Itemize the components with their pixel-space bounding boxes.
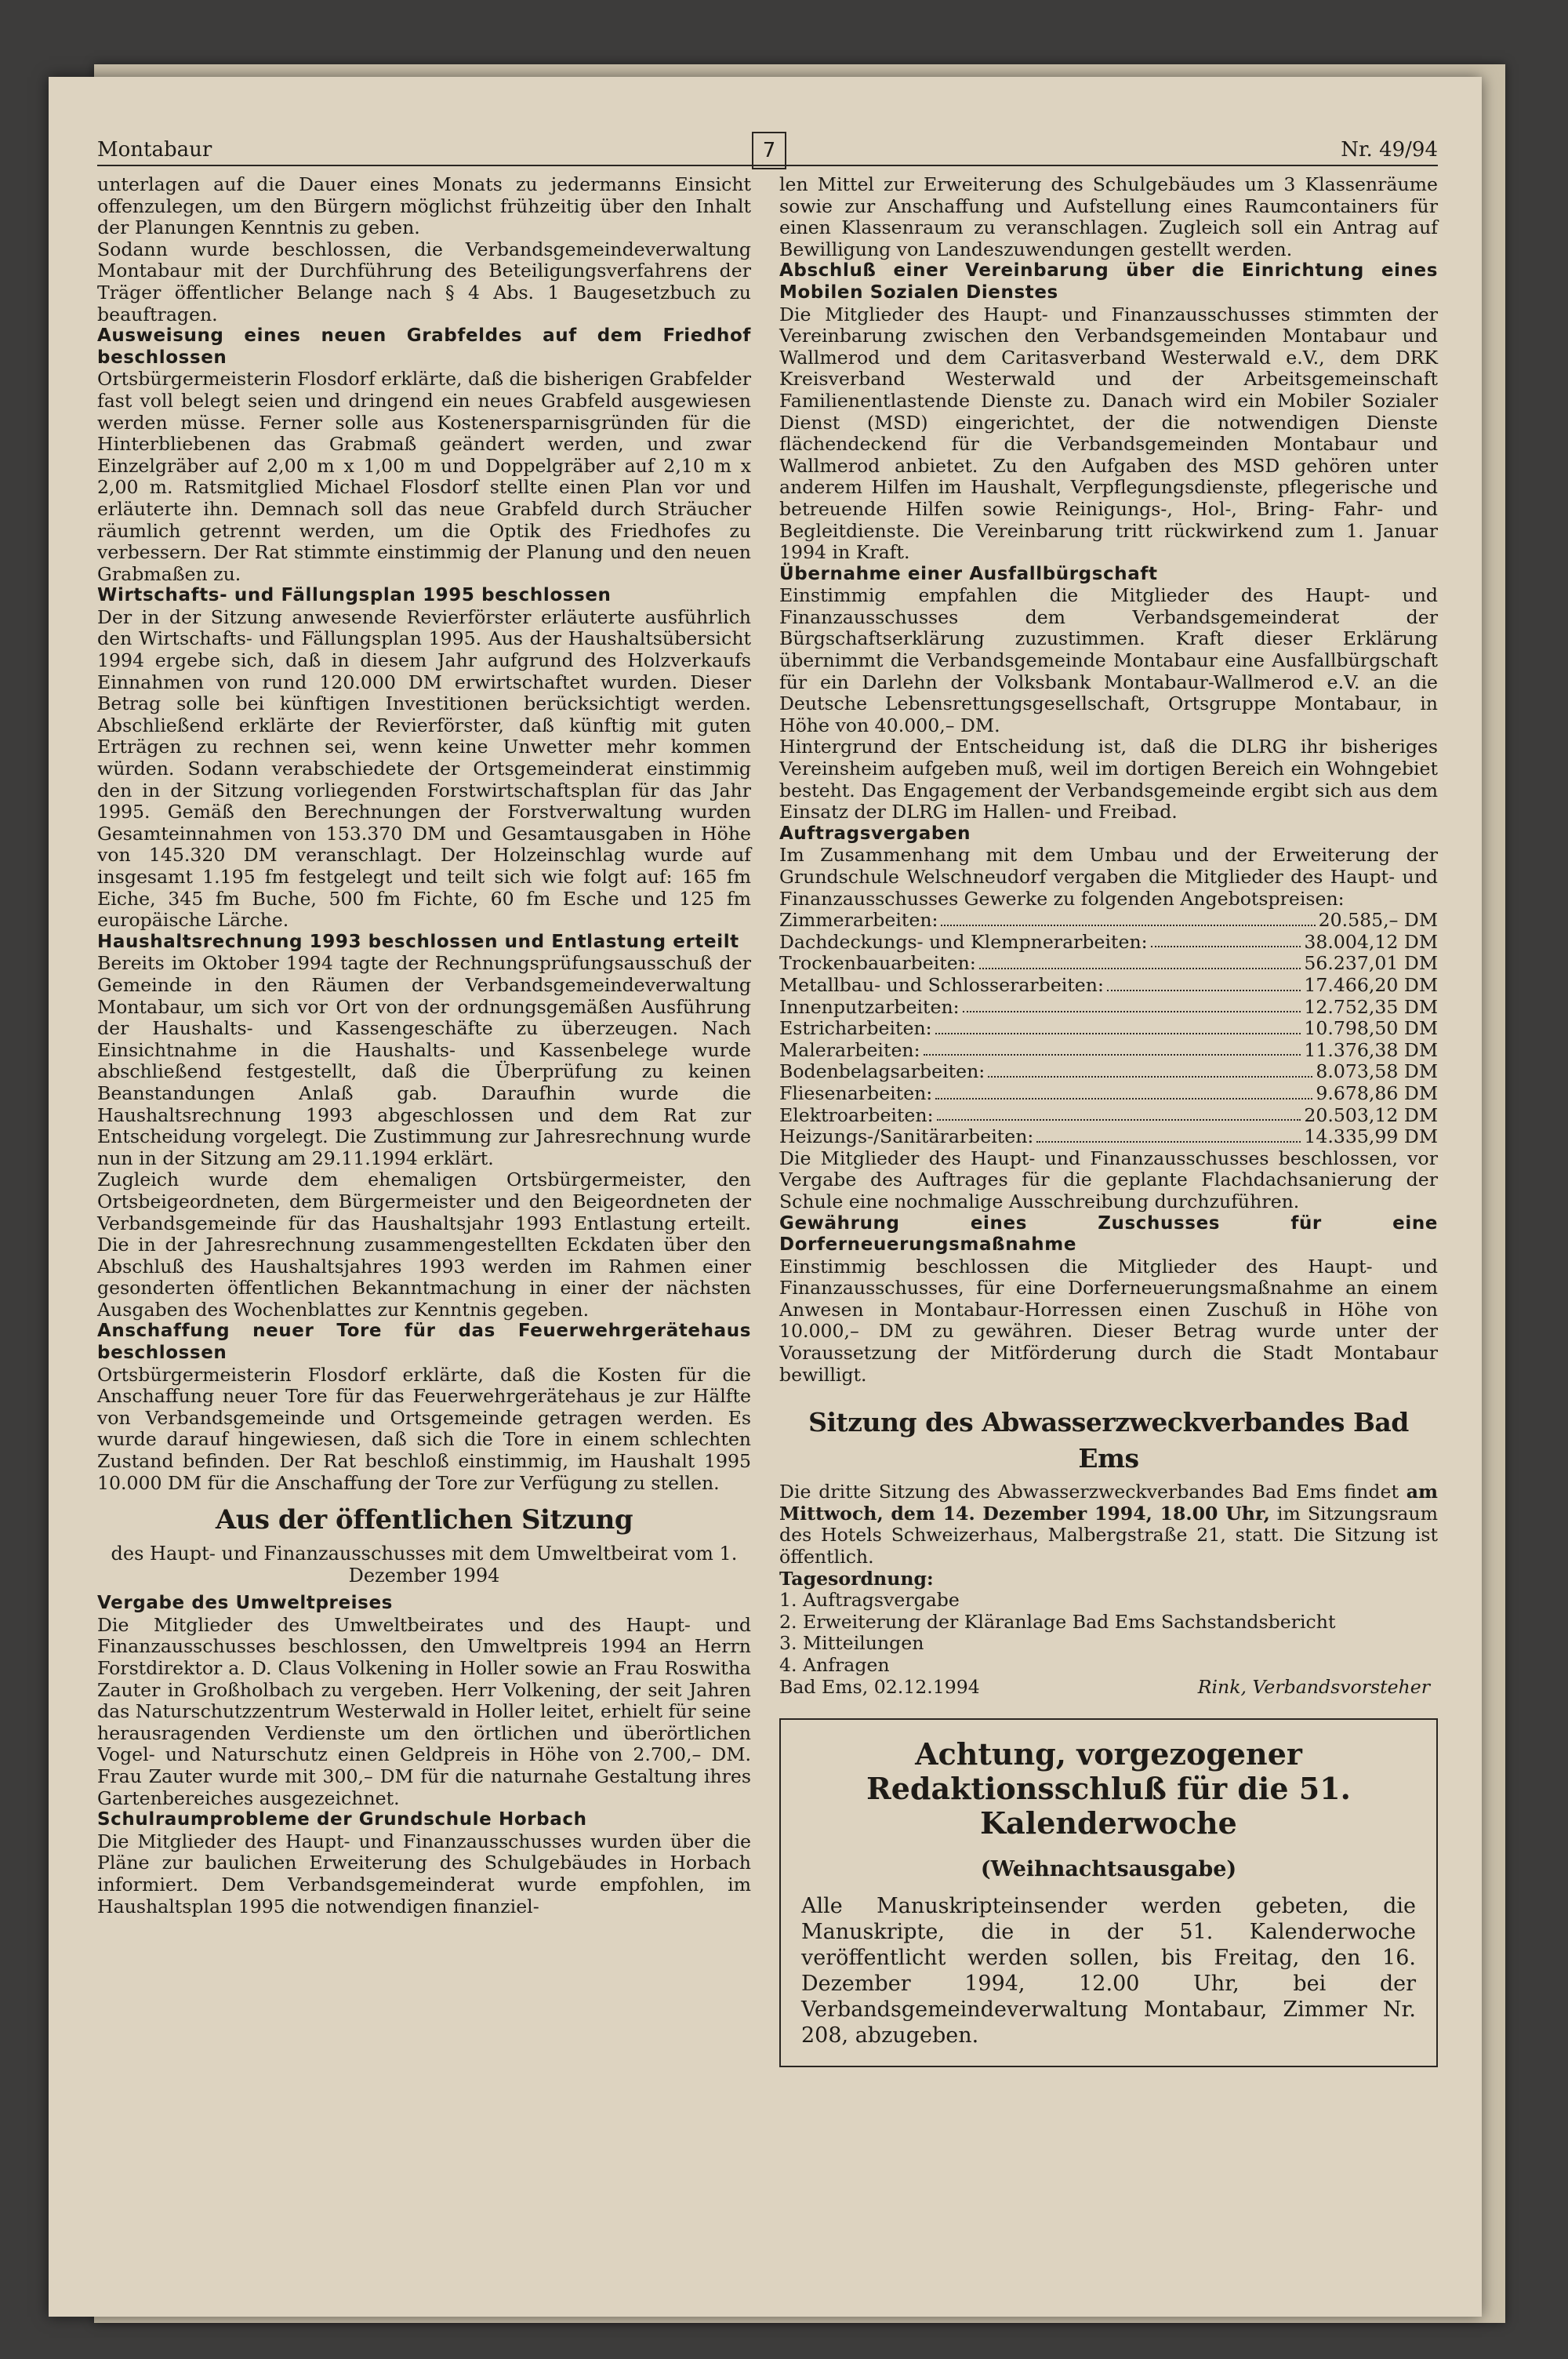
contract-row (779, 1105, 1438, 1127)
heading-tore: Anschaffung neuer Tore für das Feuerwehrgerätehaus beschlossen (97, 1321, 751, 1364)
contract-label: Estricharbeiten: (779, 1017, 932, 1040)
contract-label: Elektroarbeiten: (779, 1103, 934, 1126)
contract-value: 9.678,86 DM (1316, 1081, 1438, 1104)
agenda-item: 2. Erweiterung der Kläranlage Bad Ems Sachstandsbericht (779, 1610, 1336, 1633)
header-page-number: 7 (752, 132, 786, 169)
signature-name: Rink, Verbandsvorsteher (1197, 1675, 1430, 1698)
contract-label: Bodenbelagsarbeiten: (779, 1060, 985, 1083)
paragraph-abwasser-date: am Mittwoch, dem 14. Dezember 1994, 18.00 Uhr, (779, 1481, 1438, 1525)
heading-wirtschaftsplan: Wirtschafts- und Fällungsplan 1995 beschlossen (97, 585, 612, 606)
paragraph-buergschaft: Einstimmig empfahlen die Mitglieder des Haupt- und Finanzausschusses dem Verbandsgemeinderat der Bürgschaftserklärung zuzustimmen. Kraft dieser Erklärung übernimmt die Verbandsgemeinde Montabaur eine Ausfallbürgschaft für ein Darlehn der Volksbank Montabaur-Wallmerod e.V. an die Deutsche Lebensrettungsgesellschaft, Ortsgruppe Montabaur, in Höhe von 40.000,– DM. (779, 584, 1438, 736)
contract-label: Metallbau- und Schlosserarbeiten: (779, 973, 1104, 996)
heading-buergschaft: Übernahme einer Ausfallbürgschaft (779, 563, 1158, 584)
paragraph-auftragsvergaben: Im Zusammenhang mit dem Umbau und der Erweiterung der Grundschule Welschneudorf vergaben die Mitglieder des Haupt- und Finanzausschusses Gewerke zu folgenden Angebotspreisen: (779, 844, 1438, 910)
paragraph-wirtschaftsplan: Der in der Sitzung anwesende Revierförster erläuterte ausführlich den Wirtschafts- und Fällungsplan 1995. Aus der Haushaltsübersicht 1994 ergebe sich, daß in diesem Jahr aufgrund des Holzverkaufs Einnahmen von rund 120.000 DM erwirtschaftet wurden. Dieser Betrag solle bei künftigen Investitionen berücksichtigt werden. Abschließend erklärte der Revierförster, daß künftig mit guten Erträgen zu rechnen sei, wenn keine Unwetter mehr kommen würden. Sodann verabschiedete der Ortsgemeinderat einstimmig den in der Sitzung vorliegenden Forstwirtschaftsplan für das Jahr 1995. Gemäß den Berechnungen der Forstverwaltung wurden Gesamteinnahmen von 153.370 DM und Gesamtausgaben in Höhe von 145.320 DM veranschlagt. Der Holzeinschlag wurde auf insgesamt 1.195 fm festgelegt und teilt sich wie folgt auf: 165 fm Eiche, 345 fm Buche, 500 fm Fichte, 60 fm Esche und 125 fm europäische Lärche. (97, 605, 751, 932)
paragraph-msd: Die Mitglieder des Haupt- und Finanzausschusses stimmten der Vereinbarung zwischen den Verbandsgemeinden Montabaur und Wallmerod und dem Caritasverband Westerwald e.V., dem DRK Kreisverband Westerwald und der Arbeitsgemeinschaft Familienentlastende Dienste zu. Danach wird ein Mobiler Sozialer Dienst (MSD) eingerichtet, der die notwendigen Dienste flächendeckend für die Verbandsgemeinden Montabaur und Wallmerod anbietet. Zu den Aufgaben des MSD gehören unter anderem Hilfen im Haushalt, Verpflegungsdienste, pflegerische und betreuende Hilfen sowie Reinigungs-, Hol-, Bring- Fahr- und Begleitdienste. Die Vereinbarung tritt rückwirkend zum 1. Januar 1994 in Kraft. (779, 303, 1438, 564)
dot-leader (935, 1033, 1301, 1034)
contract-label: Heizungs-/Sanitärarbeiten: (779, 1125, 1034, 1148)
contract-row (779, 997, 1438, 1019)
header-rule (97, 165, 1438, 166)
signature-row (779, 1677, 1438, 1699)
contract-value: 12.752,35 DM (1304, 995, 1438, 1018)
contract-row (779, 932, 1438, 954)
contract-label: Trockenbauarbeiten: (779, 952, 976, 975)
paragraph-tore: Ortsbürgermeisterin Flosdorf erklärte, daß die Kosten für die Anschaffung neuer Tore für das Feuerwehrgerätehaus je zur Hälfte von Verbandsgemeinde und Ortsgemeinde getragen werden. Es wurde darauf hingewiesen, daß sich die Tore in einem schlechten Zustand befinden. Der Rat beschloß einstimmig, im Haushalt 1995 10.000 DM für die Anschaffung der Tore zur Verfügung zu stellen. (97, 1363, 751, 1494)
dot-leader (941, 925, 1315, 926)
contract-label: Dachdeckungs- und Klempnerarbeiten: (779, 930, 1148, 953)
intro-paragraph: unterlagen auf die Dauer eines Monats zu jedermanns Einsicht offenzulegen, um den Bürgern möglichst frühzeitig über den Inhalt der Planungen Kenntnis zu geben. (97, 173, 751, 239)
header-town: Montabaur (97, 138, 212, 162)
contract-value: 8.073,58 DM (1316, 1060, 1438, 1083)
contract-label: Malerarbeiten: (779, 1038, 920, 1061)
paragraph-continuation: len Mittel zur Erweiterung des Schulgebäudes um 3 Klassenräume sowie zur Anschaffung und Aufstellung eines Raumcontainers für einen Klassenraum zu veranschlagen. Zugleich soll ein Antrag auf Bewilligung von Landeszuwendungen gestellt werden. (779, 173, 1438, 260)
notice-box-subtitle: (Weihnachtsausgabe) (980, 1857, 1237, 1882)
agenda-item: 3. Mitteilungen (779, 1632, 924, 1655)
left-column (97, 174, 751, 1917)
paragraph-umweltpreis: Die Mitglieder des Umweltbeirates und des Haupt- und Finanzausschusses beschlossen, den Umweltpreis 1994 an Herrn Forstdirektor a. D. Claus Volkening in Holler sowie an Frau Roswitha Zauter in Großholbach zu vergeben. Herr Volkening, der seit Jahren das Naturschutzzentrum Westerwald in Holler leitet, erhielt für seine herausragenden Verdienste um den örtlichen und überörtlichen Vogel- und Naturschutz einen Geldpreis in Höhe von 2.700,– DM. Frau Zauter wurde mit 300,– DM für die naturnahe Gestaltung ihres Gartenbereiches ausgezeichnet. (97, 1613, 751, 1809)
contract-label: Fliesenarbeiten: (779, 1081, 933, 1104)
heading-haushaltsrechnung: Haushaltsrechnung 1993 beschlossen und Entlastung erteilt (97, 931, 739, 952)
heading-msd: Abschluß einer Vereinbarung über die Einrichtung eines Mobilen Sozialen Dienstes (779, 260, 1438, 303)
contract-label: Innenputzarbeiten: (779, 995, 960, 1018)
contract-row (779, 975, 1438, 997)
notice-box-title: Achtung, vorgezogener Redaktionsschluß für die 51. Kalenderwoche (866, 1736, 1351, 1841)
paragraph-dorferneuerung: Einstimmig beschlossen die Mitglieder des Haupt- und Finanzausschusses, für eine Dorferneuerungsmaßnahme an einem Anwesen in Montabaur-Horressen einen Zuschuß in Höhe von 10.000,– DM zu gewähren. Dieser Betrag wurde unter der Voraussetzung der Mitförderung durch die Stadt Montabaur bewilligt. (779, 1255, 1438, 1386)
dot-leader (1036, 1141, 1301, 1143)
paragraph-buergschaft-2: Hintergrund der Entscheidung ist, daß die DLRG ihr bisheriges Vereinsheim aufgeben muß, weil im dortigen Bereich ein Wohngebiet besteht. Das Engagement der Verbandsgemeinde ergibt sich aus dem Einsatz der DLRG im Hallen- und Freibad. (779, 736, 1438, 823)
page-header (97, 127, 1438, 166)
contract-value: 20.503,12 DM (1304, 1103, 1438, 1126)
paragraph-auftragsvergaben-2: Die Mitglieder des Haupt- und Finanzausschusses beschlossen, vor Vergabe des Auftrages für die geplante Flachdachsanierung der Schule eine nochmalige Ausschreibung durchzuführen. (779, 1147, 1438, 1212)
heading-tagesordnung: Tagesordnung: (779, 1567, 934, 1590)
contract-value: 14.335,99 DM (1304, 1125, 1438, 1148)
paragraph-abwasser-part-a: Die dritte Sitzung des Abwasserzweckverbandes Bad Ems findet (779, 1481, 1406, 1503)
dot-leader (963, 1011, 1301, 1012)
contract-row (779, 1061, 1438, 1083)
section-title-oeffentliche-sitzung: Aus der öffentlichen Sitzung (215, 1504, 633, 1536)
heading-umweltpreis: Vergabe des Umweltpreises (97, 1593, 393, 1614)
contract-row (779, 1083, 1438, 1105)
heading-auftragsvergaben: Auftragsvergaben (779, 823, 971, 844)
signature-place-date: Bad Ems, 02.12.1994 (779, 1675, 980, 1698)
agenda-item: 4. Anfragen (779, 1654, 890, 1676)
paragraph-schulraum: Die Mitglieder des Haupt- und Finanzausschusses wurden über die Pläne zur baulichen Erweiterung des Schulgebäudes in Horbach informiert. Dem Verbandsgemeinderat wurde empfohlen, im Haushaltsplan 1995 die notwendigen finanziel- (97, 1830, 751, 1917)
contract-value: 56.237,01 DM (1304, 952, 1438, 975)
notice-box (779, 1718, 1438, 2067)
contract-value: 20.585,– DM (1318, 909, 1438, 932)
agenda-list (779, 1590, 1438, 1676)
contract-row (779, 910, 1438, 932)
contract-row (779, 1018, 1438, 1040)
dot-leader (1151, 946, 1301, 947)
contract-row (779, 953, 1438, 975)
contract-value: 11.376,38 DM (1304, 1038, 1438, 1061)
newspaper-page (49, 77, 1482, 2317)
dot-leader (1107, 990, 1301, 991)
section-title-abwasserzweckverband: Sitzung des Abwasserzweckverbandes Bad Ems (808, 1407, 1409, 1474)
paragraph-haushaltsrechnung: Bereits im Oktober 1994 tagte der Rechnungsprüfungsausschuß der Gemeinde in den Räumen der Verbandsgemeindeverwaltung Montabaur, um sich vor Ort von der ordnungsgemäßen Ausführung der Haushalts- und Kassengeschäfte zu überzeugen. Nach Einsichtnahme in die Haushalts- und Kassenbelege wurde abschließend festgestellt, daß die Überprüfung zu keinen Beanstandungen Anlaß gab. Daraufhin wurde die Haushaltsrechnung 1993 abgeschlossen und dem Rat zur Entscheidung vorgelegt. Die Zustimmung zur Jahresrechnung wurde nun in der Sitzung am 29.11.1994 erklärt. (97, 952, 751, 1169)
dot-leader (924, 1054, 1301, 1056)
contract-value: 17.466,20 DM (1304, 973, 1438, 996)
header-issue-number: Nr. 49/94 (1341, 138, 1438, 162)
right-column (779, 174, 1438, 2067)
agenda-item: 1. Auftragsvergabe (779, 1589, 960, 1612)
heading-grabfeld: Ausweisung eines neuen Grabfeldes auf dem Friedhof beschlossen (97, 325, 751, 368)
dot-leader (988, 1076, 1312, 1078)
heading-dorferneuerung: Gewährung eines Zuschusses für eine Dorferneuerungsmaßnahme (779, 1212, 1438, 1256)
section-subtitle-oeffentliche-sitzung: des Haupt- und Finanzausschusses mit dem Umweltbeirat vom 1. Dezember 1994 (111, 1543, 738, 1587)
contract-value: 38.004,12 DM (1304, 930, 1438, 953)
dot-leader (935, 1098, 1312, 1100)
paragraph-grabfeld: Ortsbürgermeisterin Flosdorf erklärte, daß die bisherigen Grabfelder fast voll belegt seien und dringend ein neues Grabfeld ausgewiesen werden müsse. Ferner solle aus Kostenersparnisgründen für die Hinterbliebenen das Grabmaß geändert werden, und zwar Einzelgräber auf 2,00 m x 1,00 m und Doppelgräber auf 2,10 m x 2,00 m. Ratsmitglied Michael Flosdorf stellte einen Plan vor und erläuterte ihn. Demnach soll das neue Grabfeld durch Sträucher räumlich getrennt werden, um die Optik des Friedhofes zu verbessern. Der Rat stimmte einstimmig der Planung und den neuen Grabmaßen zu. (97, 368, 751, 585)
contract-label: Zimmerarbeiten: (779, 909, 938, 932)
dot-leader (979, 968, 1301, 969)
intro-paragraph-2: Sodann wurde beschlossen, die Verbandsgemeindeverwaltung Montabaur mit der Durchführung des Beteiligungsverfahrens der Träger öffentlicher Belange nach § 4 Abs. 1 Baugesetzbuch zu beauftragen. (97, 238, 751, 325)
paragraph-haushaltsrechnung-2: Zugleich wurde dem ehemaligen Ortsbürgermeister, den Ortsbeigeordneten, dem Bürgermeister und den Beigeordneten der Verbandsgemeinde für das Haushaltsjahr 1993 Entlastung erteilt. Die in der Jahresrechnung zusammengestellten Eckdaten über den Abschluß des Haushaltsjahres 1993 werden im Rahmen einer gesonderten öffentlichen Bekanntmachung in einer der nächsten Ausgaben des Wochenblattes zur Kenntnis gegeben. (97, 1169, 751, 1321)
notice-box-text: Alle Manuskripteinsender werden gebeten, die Manuskripte, die in der 51. Kalenderwoche veröffentlicht werden sollen, bis Freitag, den 16. Dezember 1994, 12.00 Uhr, bei der Verbandsgemeindeverwaltung Montabaur, Zimmer Nr. 208, abzugeben. (801, 1894, 1416, 2048)
dot-leader (937, 1119, 1301, 1121)
contract-value: 10.798,50 DM (1304, 1017, 1438, 1040)
heading-schulraum: Schulraumprobleme der Grundschule Horbach (97, 1809, 587, 1830)
contract-row (779, 1126, 1438, 1148)
paragraph-abwasser-part-c: im Sitzungsraum des Hotels Schweizerhaus, Malbergstraße 21, statt. Die Sitzung ist öffentlich. (779, 1502, 1438, 1568)
contract-price-list (779, 910, 1438, 1148)
paragraph-abwasser (779, 1481, 1438, 1568)
contract-row (779, 1040, 1438, 1062)
